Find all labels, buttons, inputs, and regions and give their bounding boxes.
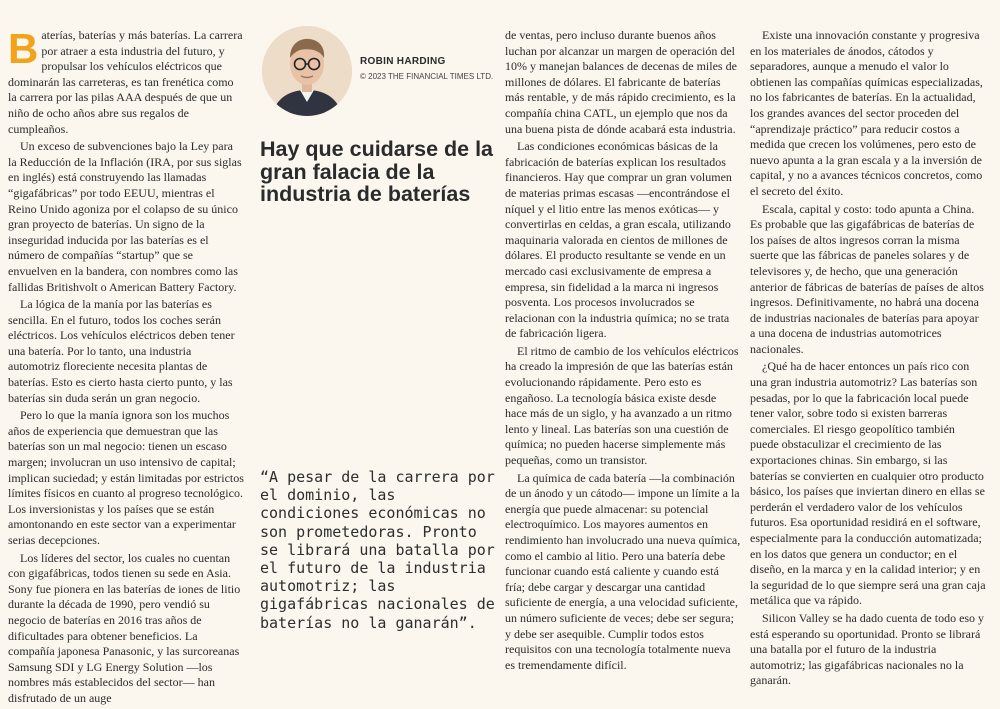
portrait-icon — [262, 26, 352, 116]
paragraph: Los líderes del sector, los cuales no cuentan con gigafábricas, todos tienen su sede en Asia. Sony fue pionera en las baterías de iones de litio durante la década de 1990, pero vendió su negocio de baterías en 2016 tras años de dificultades para obtener beneficios. La compañía japonesa Panasonic, y las surcoreanas Samsung SDI y LG Energy Solution —los nombres más establecidos del sector— han disfrutado de un auge — [8, 550, 241, 705]
paragraph: La lógica de la manía por las baterías es sencilla. En el futuro, todos los coches serán eléctricos. Los vehículos eléctricos deben tener una batería. Por lo tanto, una industria automotriz floreciente necesita plantas de baterías. Esto es cierto hasta cierto punto, y las baterías sin duda serán un gran negocio. — [8, 297, 235, 405]
author-photo — [262, 26, 352, 116]
drop-cap: B — [8, 25, 39, 72]
paragraph: El ritmo de cambio de los vehículos eléctricos ha creado la impresión de que las baterías están evolucionando rápidamente. Pero esto es engañoso. La tecnología básica existe desde hace más de un siglo, y ha avanzado a un ritmo lento y lineal. Las baterías son una cuestión de química; no pueden hacerse simplemente más pequeñas, como un transistor. — [505, 343, 739, 468]
paragraph: de ventas, pero incluso durante buenos años luchan por alcanzar un margen de operación del 10% y manejan balances de decenas de miles de millones de dólares. El fabricante de baterías más rentable, y de más rápido crecimiento, es la compañía china CATL, un ejemplo que nos da una buena pista de dónde acabará esta industria. — [505, 28, 737, 136]
paragraph: Las condiciones económicas básicas de la fabricación de baterías explican los resultados financieros. Hay que comprar un gran volumen de materias primas escasas —encontrándose el níquel y el litio entre las menos exóticas— y convertirlas en celdas, a gran escala, utilizando maquinaria valorada en cientos de millones de dólares. El producto resultante se vende en un mercado casi exclusivamente de empresa a empresa, sin fidelidad a la marca ni ingresos posventa. Los procesos involucrados se relacionan con la industria química; no se trata de fabricación ligera. — [505, 139, 732, 341]
article-column-3 — [505, 28, 741, 675]
author-block — [262, 26, 502, 126]
copyright-credit: © 2023 THE FINANCIAL TIMES LTD. — [360, 72, 494, 81]
paragraph: Silicon Valley se ha dado cuenta de todo eso y está esperando su oportunidad. Pronto se librará una batalla por el futuro de la industria automotriz; las gigafábricas nacionales no la ganarán. — [750, 610, 985, 688]
paragraph: Un exceso de subvenciones bajo la Ley para la Reducción de la Inflación (IRA, por sus siglas en inglés) está construyendo las llamadas “gigafábricas” por todo EEUU, mientras el Reino Unido agoniza por el colapso de su único gran proyecto de baterías. Un signo de la inseguridad inducida por las baterías es el número de compañías “startup” que se envuelven en la bandera, con nombres como las fallidas Britishvolt o American Battery Factory. — [8, 139, 242, 294]
article-column-4 — [750, 28, 986, 691]
paragraph: Pero lo que la manía ignora son los muchos años de experiencia que demuestran que las baterías son un mal negocio: tienen un escaso margen; involucran un uso intensivo de capital; implican suciedad; y están limitadas por estrictos límites físicos en cuanto al progreso tecnológico. Los inversionistas y los países que se están amontonando en este sector van a experimentar serias decepciones. — [8, 408, 244, 547]
pull-quote: “A pesar de la carrera por el dominio, las condiciones económicas no son prometedoras. Pronto se librará una batalla por el futuro de la industria automotriz; las gigafábricas nacionales de baterías no la ganarán”. — [260, 468, 495, 632]
article-column-1 — [8, 25, 244, 709]
paragraph: Existe una innovación constante y progresiva en los materiales de ánodos, cátodos y separadores, aunque a menudo el valor lo obtienen las compañías químicas especializadas, no los fabricantes de baterías. En la actualidad, los grandes avances del sector proceden del “aprendizaje práctico” para reducir costos a medida que crecen los volúmenes, pero esto de nuevo apunta a la gran escala y a la inversión de capital, y no a avances técnicos concretos, como el secreto del éxito. — [750, 28, 983, 198]
headline: Hay que cuidarse de la gran falacia de la industria de baterías — [260, 137, 494, 206]
paragraph: Escala, capital y costo: todo apunta a China. Es probable que las gigafábricas de baterías de los países de altos ingresos corran la misma suerte que las fábricas de paneles solares y de televisores y, de hecho, que una generación anterior de fábricas de baterías de países de altos ingresos. Definitivamente, no habrá una docena de industrias nacionales de baterías para apoyar a una docena de industrias automotrices nacionales. — [750, 201, 984, 356]
paragraph: ¿Qué ha de hacer entonces un país rico con una gran industria automotriz? Las baterías son pesadas, por lo que la fabricación local puede tener valor, sobre todo si existen barreras comerciales. El riesgo geopolítico también puede obstaculizar el crecimiento de las exportaciones chinas. Sin embargo, si las baterías se convierten en cualquier otro producto básico, los países que inviertan dinero en ellas se perderán el verdadero valor de los vehículos futuros. Esa oportunidad residirá en el software, especialmente para la conducción automatizada; en los datos que genera un conductor; en el diseño, en la marca y en la calidad interior; y en la seguridad de lo que siempre será una gran caja metálica que va rápido. — [750, 359, 986, 608]
paragraph: La química de cada batería —la combinación de un ánodo y un cátodo— impone un límite a la energía que puede almacenar: su potencial electroquímico. Los mayores aumentos en rendimiento han involucrado una nueva química, como el cambio al litio. Pero una batería debe funcionar cuando está caliente y cuando está fría; debe cargar y descargar una cantidad suficiente de energía, a una velocidad suficiente, un número suficiente de veces; debe ser segura; y debe ser asequible. Cumplir todos estos requisitos con una tecnología totalmente nueva es tremendamente difícil. — [505, 470, 741, 672]
author-name: ROBIN HARDING — [360, 56, 446, 67]
paragraph: Baterías, baterías y más baterías. La carrera por atraer a esta industria del futuro, y propulsar los vehículos eléctricos que dominarán las carreteras, es tan frenética como la carrera por las pilas AAA después de que un niño de ocho años abre sus regalos de cumpleaños. — [8, 25, 243, 136]
